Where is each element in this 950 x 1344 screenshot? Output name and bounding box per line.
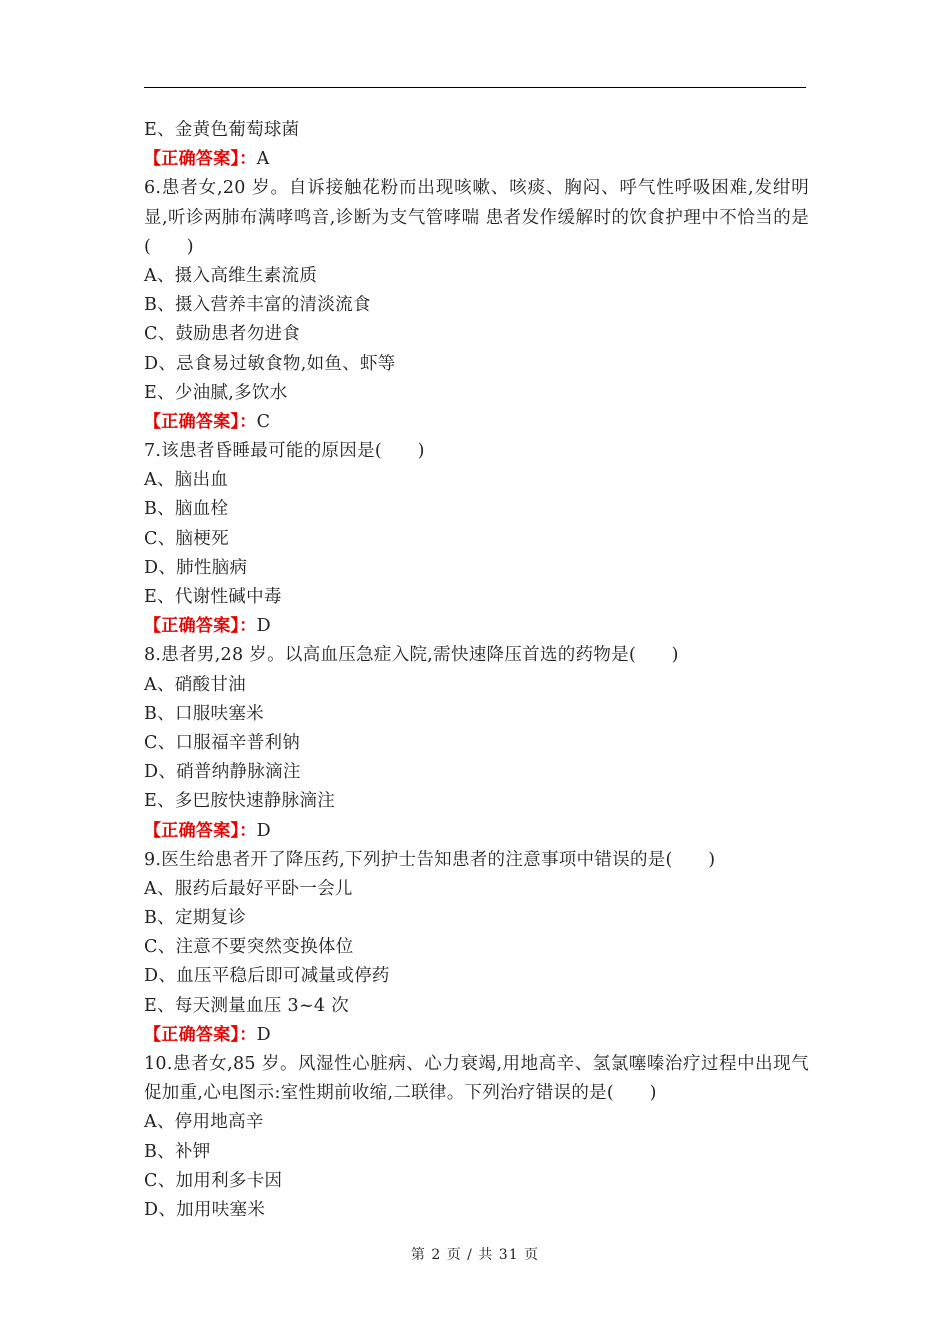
answer-label: 【正确答案】：: [144, 149, 257, 170]
page-footer: 第 2 页 / 共 31 页: [410, 1247, 540, 1263]
q7-option-e: E、代谢性碱中毒: [144, 587, 282, 608]
q8-answer: [144, 817, 809, 846]
q9-option-b: B、定期复诊: [144, 908, 247, 929]
q8-stem: 8.患者男,28 岁。以高血压急症入院,需快速降压首选的药物是( ): [144, 645, 679, 666]
q7-option-a: A、脑出血: [144, 470, 229, 491]
q9-option-d: D、血压平稳后即可减量或停药: [144, 966, 390, 987]
q5-option-e: E、金黄色葡萄球菌: [144, 120, 300, 140]
q8-option-c: C、口服福辛普利钠: [144, 732, 301, 753]
q7-answer: [144, 612, 809, 641]
q6-option-a: A、摄入高维生素流质: [144, 265, 318, 286]
header-rule: [144, 87, 806, 88]
q6-stem: 6.患者女,20 岁。自诉接触花粉而出现咳嗽、咳痰、胸闷、呼气性呼吸困难,发绀明显,听诊两肺布满哮鸣音,诊断为支气管哮喘 患者发作缓解时的饮食护理中不恰当的是( ): [144, 178, 809, 257]
q6-answer: [144, 408, 809, 437]
q8-option-d: D、硝普纳静脉滴注: [144, 762, 301, 783]
q9-option-a: A、服药后最好平卧一会儿: [144, 878, 353, 899]
answer-label: 【正确答案】：: [144, 616, 257, 637]
answer-value: D: [256, 1024, 271, 1045]
q10-stem: 10.患者女,85 岁。风湿性心脏病、心力衰竭,用地高辛、氢氯噻嗪治疗过程中出现气促加重,心电图示:室性期前收缩,二联律。下列治疗错误的是( ): [144, 1054, 809, 1104]
q10-option-d: D、加用呋塞米: [144, 1200, 266, 1221]
q6-option-c: C、鼓励患者勿进食: [144, 324, 301, 345]
q9-option-e: E、每天测量血压 3~4 次: [144, 995, 350, 1016]
q8-option-e: E、多巴胺快速静脉滴注: [144, 791, 336, 812]
q7-option-c: C、脑梗死: [144, 528, 229, 549]
answer-label: 【正确答案】：: [144, 1024, 257, 1045]
q7-stem: 7.该患者昏睡最可能的原因是( ): [144, 441, 425, 462]
answer-value: D: [256, 616, 271, 637]
answer-label: 【正确答案】：: [144, 820, 257, 841]
page-content: [144, 116, 809, 1225]
q7-option-d: D、肺性脑病: [144, 557, 248, 578]
answer-label: 【正确答案】：: [144, 411, 257, 432]
q9-answer: [144, 1021, 809, 1050]
q8-option-b: B、口服呋塞米: [144, 703, 264, 724]
q8-option-a: A、硝酸甘油: [144, 674, 246, 695]
q6-option-d: D、忌食易过敏食物,如鱼、虾等: [144, 353, 396, 374]
q10-option-c: C、加用利多卡因: [144, 1170, 283, 1191]
q7-option-b: B、脑血栓: [144, 499, 229, 520]
q9-stem: 9.医生给患者开了降压药,下列护士告知患者的注意事项中错误的是( ): [144, 849, 716, 870]
q10-option-a: A、停用地高辛: [144, 1112, 264, 1133]
q5-answer: [144, 145, 809, 174]
q9-option-c: C、注意不要突然变换体位: [144, 937, 354, 958]
q6-option-b: B、摄入营养丰富的清淡流食: [144, 295, 371, 316]
q10-option-b: B、补钾: [144, 1141, 211, 1162]
answer-value: C: [256, 411, 271, 432]
answer-value: D: [256, 820, 271, 841]
answer-value: A: [256, 149, 270, 170]
q6-option-e: E、少油腻,多饮水: [144, 382, 288, 403]
